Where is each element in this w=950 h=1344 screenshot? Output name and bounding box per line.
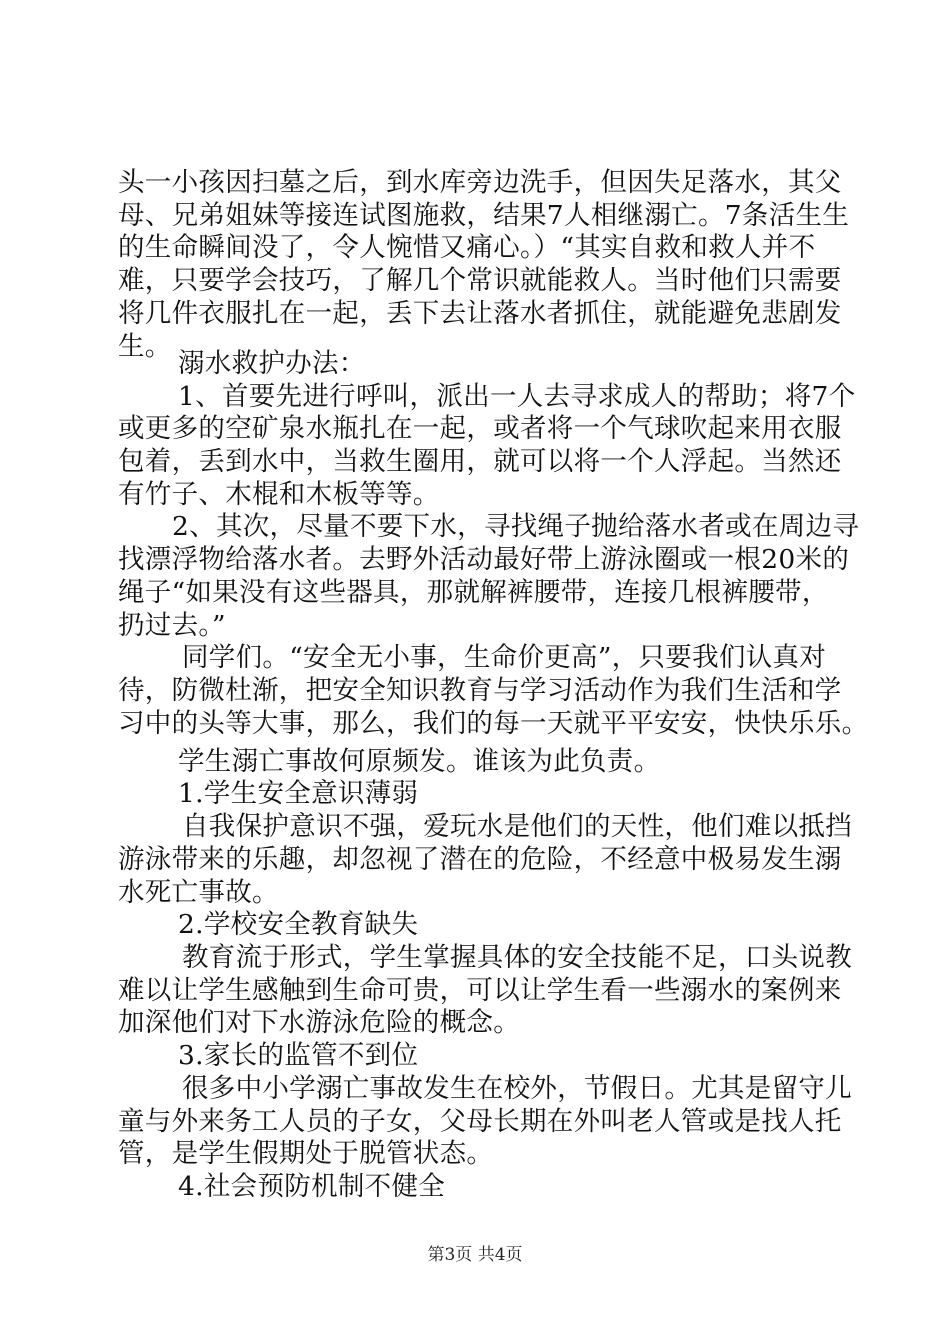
text-line: 同学们。“安全无小事，生命价更高”，只要我们认真对	[182, 642, 827, 673]
page-number-footer: 第3页 共4页	[427, 1245, 523, 1265]
section-heading: 学生溺亡事故何原频发。谁该为此负责。	[178, 746, 661, 777]
text-line: 有竹子、木棍和木板等等。	[118, 479, 440, 510]
subheading: 2.学校安全教育缺失	[178, 909, 419, 940]
text-line: 2、其次，尽量不要下水，寻找绳子抛给落水者或在周边寻	[172, 511, 860, 542]
text-line: 难，只要学会技巧，了解几个常识就能救人。当时他们只需要	[118, 265, 842, 296]
text-line: 扔过去。”	[118, 610, 226, 641]
text-line: 生。	[118, 331, 172, 362]
text-line: 难以让学生感触到生命可贵，可以让学生看一些溺水的案例来	[118, 975, 842, 1006]
subheading: 1.学生安全意识薄弱	[178, 778, 419, 809]
subheading: 4.社会预防机制不健全	[178, 1171, 446, 1202]
text-line: 管，是学生假期处于脱管状态。	[118, 1138, 494, 1169]
text-line: 或更多的空矿泉水瓶扎在一起，或者将一个气球吹起来用衣服	[118, 413, 842, 444]
text-line: 绳子“如果没有这些器具，那就解裤腰带，连接几根裤腰带，	[118, 577, 829, 608]
text-line: 找漂浮物给落水者。去野外活动最好带上游泳圈或一根20米的	[118, 544, 850, 575]
text-line: 将几件衣服扎在一起，丢下去让落水者抓住，就能避免悲剧发	[118, 298, 842, 329]
text-line: 自我保护意识不强，爱玩水是他们的天性，他们难以抵挡	[182, 811, 852, 842]
text-line: 水死亡事故。	[118, 877, 279, 908]
text-line: 教育流于形式，学生掌握具体的安全技能不足，口头说教	[182, 942, 852, 973]
text-line: 很多中小学溺亡事故发生在校外，节假日。尤其是留守儿	[182, 1073, 852, 1104]
text-line: 包着，丢到水中，当救生圈用，就可以将一个人浮起。当然还	[118, 446, 842, 477]
text-line: 头一小孩因扫墓之后，到水库旁边洗手，但因失足落水，其父	[118, 167, 842, 198]
text-line: 待，防微杜渐，把安全知识教育与学习活动作为我们生活和学	[118, 675, 842, 706]
text-line: 游泳带来的乐趣，却忽视了潜在的危险，不经意中极易发生溺	[118, 844, 842, 875]
text-line: 1、首要先进行呼叫，派出一人去寻求成人的帮助；将7个	[178, 381, 856, 412]
subheading: 3.家长的监管不到位	[178, 1040, 419, 1071]
text-line: 母、兄弟姐妹等接连试图施救，结果7人相继溺亡。7条活生生	[118, 200, 850, 231]
text-line: 习中的头等大事，那么，我们的每一天就平平安安，快快乐乐。	[118, 708, 869, 739]
text-line: 加深他们对下水游泳危险的概念。	[118, 1007, 520, 1038]
text-line: 童与外来务工人员的子女，父母长期在外叫老人管或是找人托	[118, 1106, 842, 1137]
section-heading: 溺水救护办法：	[178, 348, 366, 379]
text-line: 的生命瞬间没了，令人惋惜又痛心。）“其实自救和救人并不	[118, 232, 816, 263]
